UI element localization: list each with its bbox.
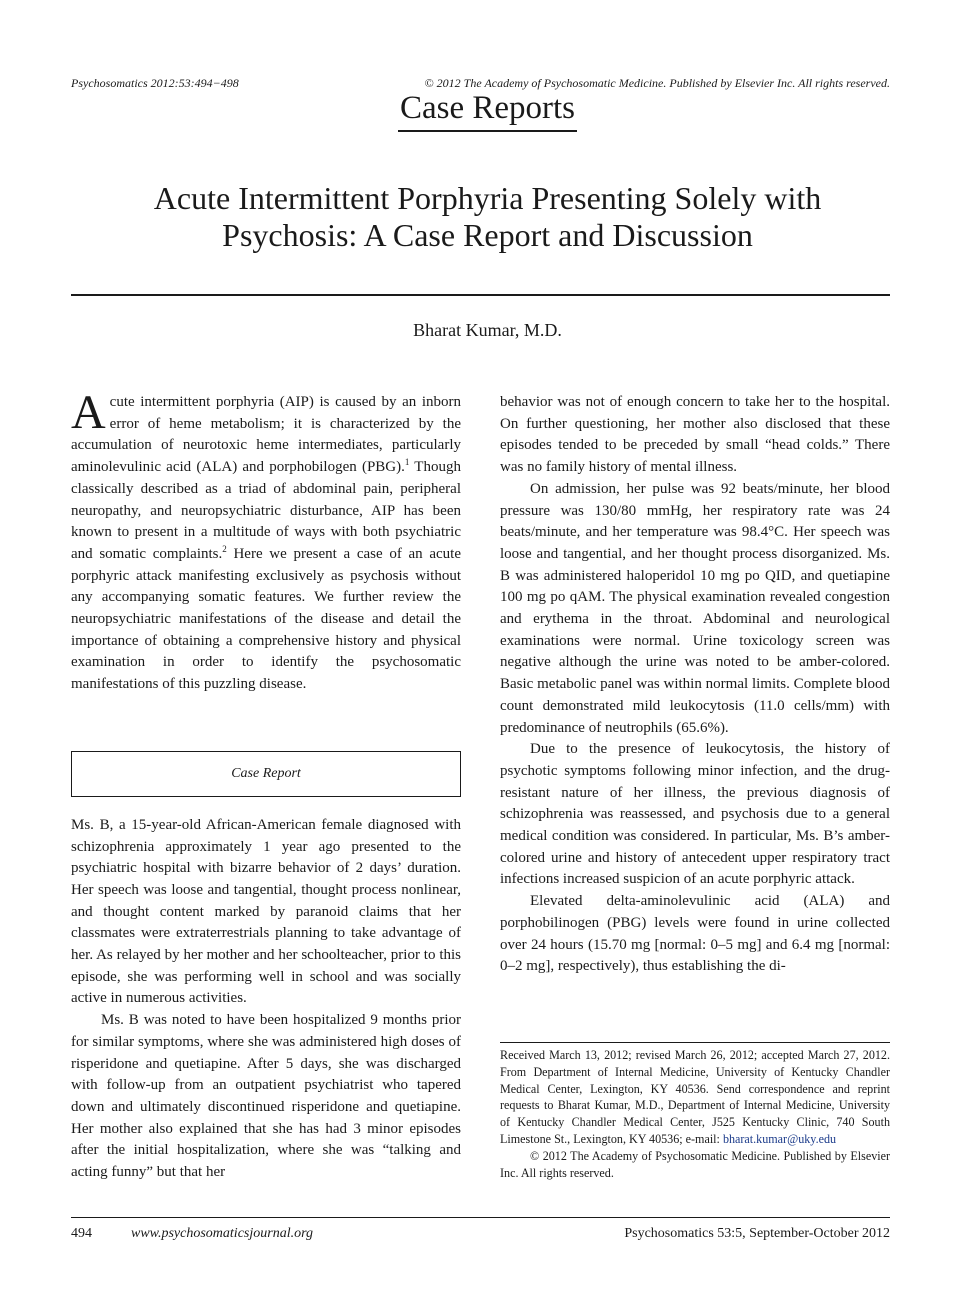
abstract-text-1: cute intermittent porphyria (AIP) is caused by an inborn error of heme metabolism; it is characterized by the accumulation of neurotoxic heme intermediates, particularly aminolevulinic acid (ALA) and porphobilogen (PBG).	[71, 394, 461, 476]
footnote-copyright: © 2012 The Academy of Psychosomatic Medicine. Published by Elsevier Inc. All rights reserved.	[500, 1148, 890, 1180]
case-report-heading-box	[71, 751, 461, 797]
article-title: Acute Intermittent Porphyria Presenting Solely with Psychosis: A Case Report and Discussion	[153, 180, 822, 253]
footnote-divider	[500, 1042, 890, 1043]
footnote	[500, 1047, 890, 1181]
reference-1-link[interactable]: 1	[404, 457, 410, 468]
issue-info: Psychosomatics 53:5, September-October 2012	[624, 1226, 890, 1241]
body-paragraph: On admission, her pulse was 92 beats/minute, her blood pressure was 130/80 mmHg, her respiratory rate was 24 beats/minute, and her temperature was 98.4°C. Her speech was loose and tangential, and her thought process disorganized. Ms. B was administered haloperidol 10 mg po QID, and quetiapine 100 mg po qAM. The physical examination revealed congestion and erythema in the throat. Abdominal and neurological examinations were normal. Urine toxicology screen was negative although the urine was noted to be amber-colored. Basic metabolic panel was within normal limits. Complete blood count demonstrated mild leukocytosis (11.0 cells/mm) with predominance of neutrophils (65.6%).	[500, 480, 890, 736]
left-column	[71, 386, 461, 1184]
body-paragraph: Ms. B was noted to have been hospitalized 9 months prior for similar symptoms, where she was administered high doses of risperidone and quetiapine. After 5 days, she was discharged with follow-up from an outpatient psychiatrist who tapered down and ultimately discontinued risperidone and quetiapine. Her mother also explained that she has had 3 minor episodes after the initial hospitalization, where she was “talking and acting funny” but that her	[71, 1012, 461, 1181]
abstract-paragraph	[71, 386, 461, 696]
footer-divider	[71, 1217, 890, 1218]
author-name: Bharat Kumar, M.D.	[413, 320, 562, 340]
author-email-link[interactable]: bharat.kumar@uky.edu	[722, 1131, 837, 1146]
page-number: 494	[71, 1226, 92, 1241]
body-paragraph: Ms. B, a 15-year-old African-American female diagnosed with schizophrenia approximately 1 year ago presented to the psychiatric hospital with bizarre behavior of 2 days’ duration. Her speech was loose and tangential, thought process nonlinear, and thought content marked by paranoid claims that her classmates were extraterrestrials planning to take advantage of her. As relayed by her mother and her schoolteacher, prior to this episode, she was performing well in school and was socially active in numerous activities.	[71, 816, 461, 1007]
body-paragraph: Due to the presence of leukocytosis, the history of psychotic symptoms following minor infection, and the drug-resistant nature of her illness, the previous diagnosis of schizophrenia was reassessed, and psychosis due to a general medical condition was considered. In particular, Ms. B’s amber-colored urine and history of antecedent upper respiratory tract infections increased suspicion of an acute porphyric attack.	[500, 741, 890, 888]
case-report-heading: Case Report	[231, 765, 301, 781]
footnote-received-text: Received March 13, 2012; revised March 26, 2012; accepted March 27, 2012. From Department of Internal Medicine, University of Kentucky Chandler Medical Center, Lexington, KY 40536. Send correspondence and reprint requests to Bharat Kumar, M.D., Department of Internal Medicine, University of Kentucky Chandler Medical Center, J525 Kentucky Clinic, 740 South Limestone St., Lexington, KY 40536; e-mail:	[500, 1048, 890, 1146]
journal-url-link[interactable]: www.psychosomaticsjournal.org	[131, 1226, 314, 1241]
right-column	[500, 392, 890, 978]
header-copyright: © 2012 The Academy of Psychosomatic Medicine. Published by Elsevier Inc. All rights reserved.	[424, 76, 890, 90]
section-title-text: Case Reports	[398, 89, 577, 132]
title-divider	[71, 294, 890, 296]
abstract-text-2: Though classically described as a triad of abdominal pain, peripheral neuropathy, and neuropsychiatric disturbance, AIP has been known to present in a multitude of ways with both psychiatric and somatic complaints.	[71, 459, 461, 562]
body-paragraph: behavior was not of enough concern to take her to the hospital. On further questioning, her mother also disclosed that these episodes tended to be preceded by small “head colds.” There was no family history of mental illness.	[500, 394, 890, 476]
footnote-received	[500, 1047, 890, 1148]
reference-2-link[interactable]: 2	[222, 543, 227, 554]
drop-cap: A	[71, 386, 106, 439]
abstract-text-3: Here we present a case of an acute porphyric attack manifesting exclusively as psychosis without any accompanying somatic features. We further review the neuropsychiatric manifestations of the disease and detail the importance of obtaining a comprehensive history and physical examination in order to identify the psychosomatic manifestations of this puzzling disease.	[71, 545, 461, 693]
journal-citation: Psychosomatics 2012:53:494−498	[71, 76, 239, 90]
section-title	[0, 89, 975, 132]
body-paragraph: Elevated delta-aminolevulinic acid (ALA) and porphobilinogen (PBG) levels were found in urine collected over 24 hours (15.70 mg [normal: 0–5 mg] and 6.4 mg [normal: 0–2 mg], respectively), thus establishing the di-	[500, 893, 890, 975]
